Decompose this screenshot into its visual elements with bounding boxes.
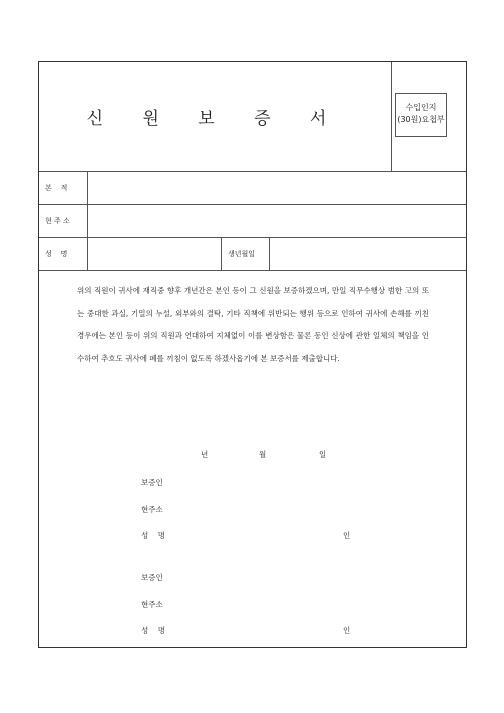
guarantor-2-name: 성 명 — [141, 626, 166, 635]
row-line-3 — [39, 237, 466, 238]
guarantor-2-address: 현주소 — [141, 600, 163, 609]
date-month: 월 — [259, 450, 267, 459]
birth-label: 생년월일 — [228, 250, 256, 258]
row-line-2 — [39, 204, 466, 205]
guarantor-2-label: 보증인 — [141, 573, 163, 582]
date-year: 년 — [201, 450, 209, 459]
birth-divider-right — [269, 237, 270, 270]
guarantor-1-seal: 인 — [343, 531, 351, 540]
date-day: 일 — [319, 450, 327, 459]
stamp-line-2: (30원)요첩부 — [397, 115, 445, 124]
stamp-line-1: 수입인지 — [405, 103, 437, 112]
label-divider — [87, 171, 88, 270]
guarantor-1-name: 성 명 — [141, 531, 166, 540]
revenue-stamp-box — [395, 93, 447, 137]
birth-divider-left — [221, 237, 222, 270]
row-line-1 — [39, 171, 466, 172]
guarantor-1-address: 현주소 — [141, 505, 163, 514]
guarantee-paragraph: 위의 직원이 귀사에 재직중 향후 개년간은 본인 등이 그 신원을 보증하겠으며, 만일 직무수행상 범한 고의 또는 중대한 과실, 기밀의 누설, 외부와의 결탁, 기타 직책에 위반되는 행위 등으로 인하여 귀사에 손해를 끼친 경우에는 본인 등이 위의 직원과 연대하여 지체없이 이를 변상함은 물론 동인 신상에 관한 일체의 책임을 인수하여 추호도 귀사에 폐를 끼침이 없도록 하겠사옵기에 본 보증서를 제출합니다. — [77, 286, 429, 363]
document-title: 신 원 보 증 서 — [86, 109, 344, 129]
name-label: 성 명 — [45, 250, 68, 258]
guarantor-1-label: 보증인 — [141, 478, 163, 487]
row-line-4 — [39, 270, 466, 271]
document-frame — [38, 61, 467, 648]
address-label: 현 주 소 — [45, 217, 70, 225]
bonjeok-label: 본 적 — [45, 184, 68, 192]
guarantor-2-seal: 인 — [343, 626, 351, 635]
title-divider — [391, 62, 392, 171]
